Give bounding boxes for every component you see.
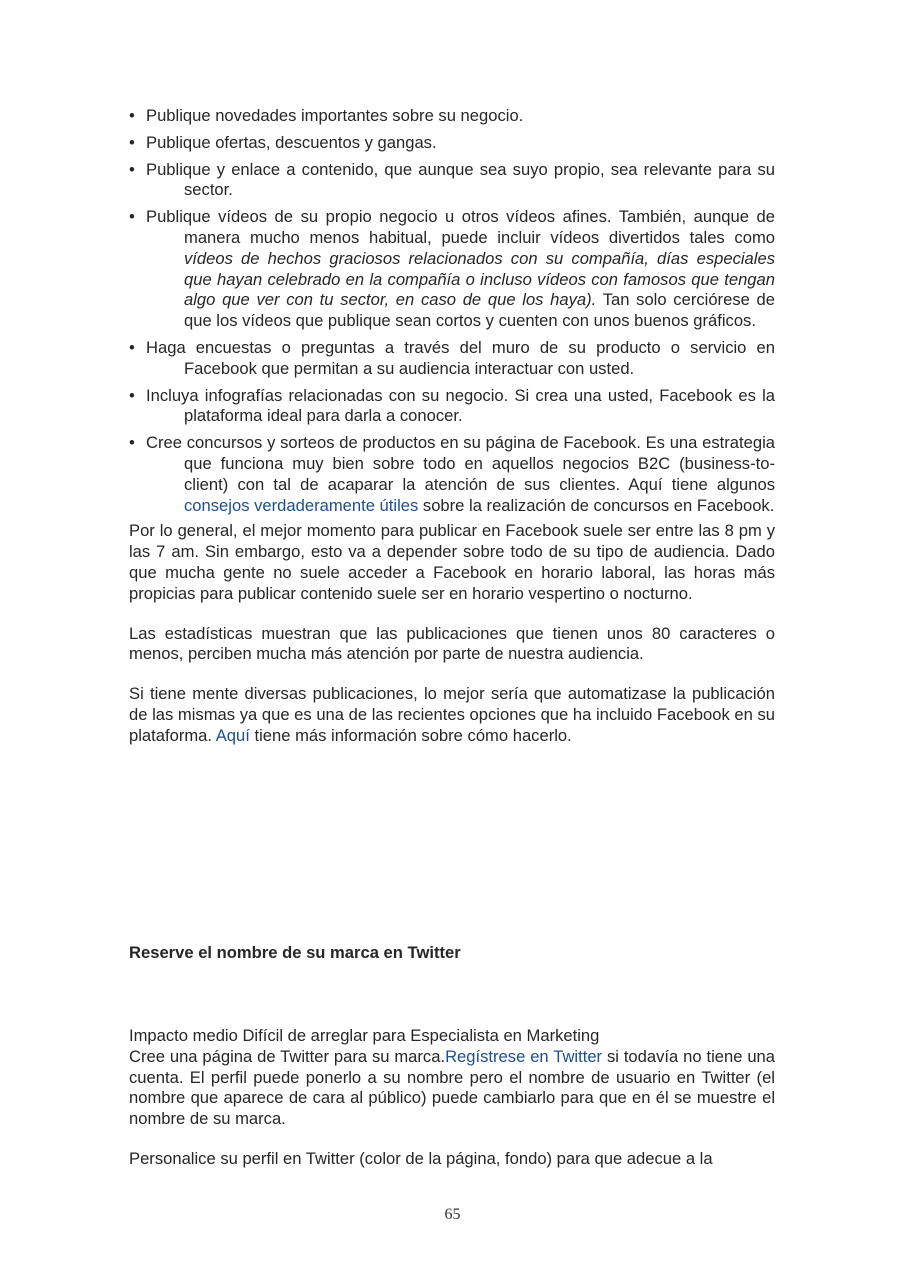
section-heading: Reserve el nombre de su marca en Twitter — [129, 943, 461, 962]
list-item: • Publique novedades importantes sobre su negocio. — [129, 106, 524, 125]
more-info-link[interactable]: Aquí — [215, 725, 250, 745]
section-meta: Impacto medio Difícil de arreglar para Especialista en Marketing — [129, 1026, 600, 1045]
paragraph-automation: Si tiene mente diversas publicaciones, lo mejor sería que automatizase la publicación de las mismas ya que es una de las recientes opciones que ha incluido Facebook en su plataforma. Aquí tiene más información sobre cómo hacerlo. — [129, 684, 775, 745]
paragraph-customize-profile: Personalice su perfil en Twitter (color de la página, fondo) para que adecue a la — [129, 1148, 713, 1168]
bullet-icon: • — [129, 159, 135, 179]
paragraph-best-time: Por lo general, el mejor momento para publicar en Facebook suele ser entre las 8 pm y las 7 am. Sin embargo, esto va a depender sobre todo de su tipo de audiencia. Dado que mucha gente no suele acceder a Facebook en horario laboral, las horas más propicias para publicar contenido suele ser en horario vespertino o nocturno. — [129, 521, 775, 603]
bullet-icon: • — [129, 433, 135, 453]
contest-tips-link[interactable]: consejos verdaderamente útiles — [184, 495, 419, 515]
paragraph-twitter-page: Cree una página de Twitter para su marca.Regístrese en Twitter si todavía no tiene una cuenta. El perfil puede ponerlo a su nombre pero el nombre de usuario en Twitter (el nombre que aparece de cara al público) puede cambiarlo para que en él se muestre el nombre de su marca. — [129, 1046, 776, 1129]
list-item: • Incluya infografías relacionadas con su negocio. Si crea una usted, Facebook es la plataforma ideal para darla a conocer. — [129, 385, 775, 426]
list-item: • Publique y enlace a contenido, que aunque sea suyo propio, sea relevante para su sector. — [129, 159, 775, 200]
list-item: • Haga encuestas o preguntas a través del muro de su producto o servicio en Facebook que permitan a su audiencia interactuar con usted. — [129, 337, 775, 378]
twitter-section — [129, 1026, 775, 1170]
paragraph-statistics: Las estadísticas muestran que las publicaciones que tienen unos 80 caracteres o menos, perciben mucha más atención por parte de nuestra audiencia. — [129, 623, 775, 664]
list-item: • Publique ofertas, descuentos y gangas. — [129, 132, 437, 152]
twitter-signup-link[interactable]: Regístrese en Twitter — [445, 1046, 603, 1066]
document-body — [129, 106, 775, 747]
list-item: • Publique vídeos de su propio negocio u otros vídeos afines. También, aunque de manera mucho menos habitual, puede incluir vídeos divertidos tales como vídeos de hechos graciosos relacionados con su compañía, días especiales que hayan celebrado en la compañía o incluso vídeos con famosos que tengan algo que ver con tu sector, en caso de que los haya). Tan solo cerciórese de que los vídeos que publique sean cortos y cuenten con unos buenos gráficos. — [129, 207, 775, 331]
bullet-icon: • — [129, 132, 135, 152]
bullet-icon: • — [129, 207, 135, 227]
italic-text: vídeos de hechos graciosos relacionados con su compañía, días especiales que hayan celebrado en la compañía o incluso vídeos con famosos que tengan algo que ver con tu sector, en caso de que los haya). — [184, 248, 775, 310]
bullet-icon: • — [129, 337, 135, 357]
list-item: • Cree concursos y sorteos de productos en su página de Facebook. Es una estrategia que funciona muy bien sobre todo en aquellos negocios B2C (business-to-client) con tal de acaparar la atención de sus clientes. Aquí tiene algunos consejos verdaderamente útiles sobre la realización de concursos en Facebook. — [129, 433, 775, 515]
bullet-list — [129, 106, 775, 516]
page-number: 65 — [444, 1206, 461, 1223]
bullet-icon: • — [129, 385, 135, 405]
bullet-icon: • — [129, 106, 135, 125]
